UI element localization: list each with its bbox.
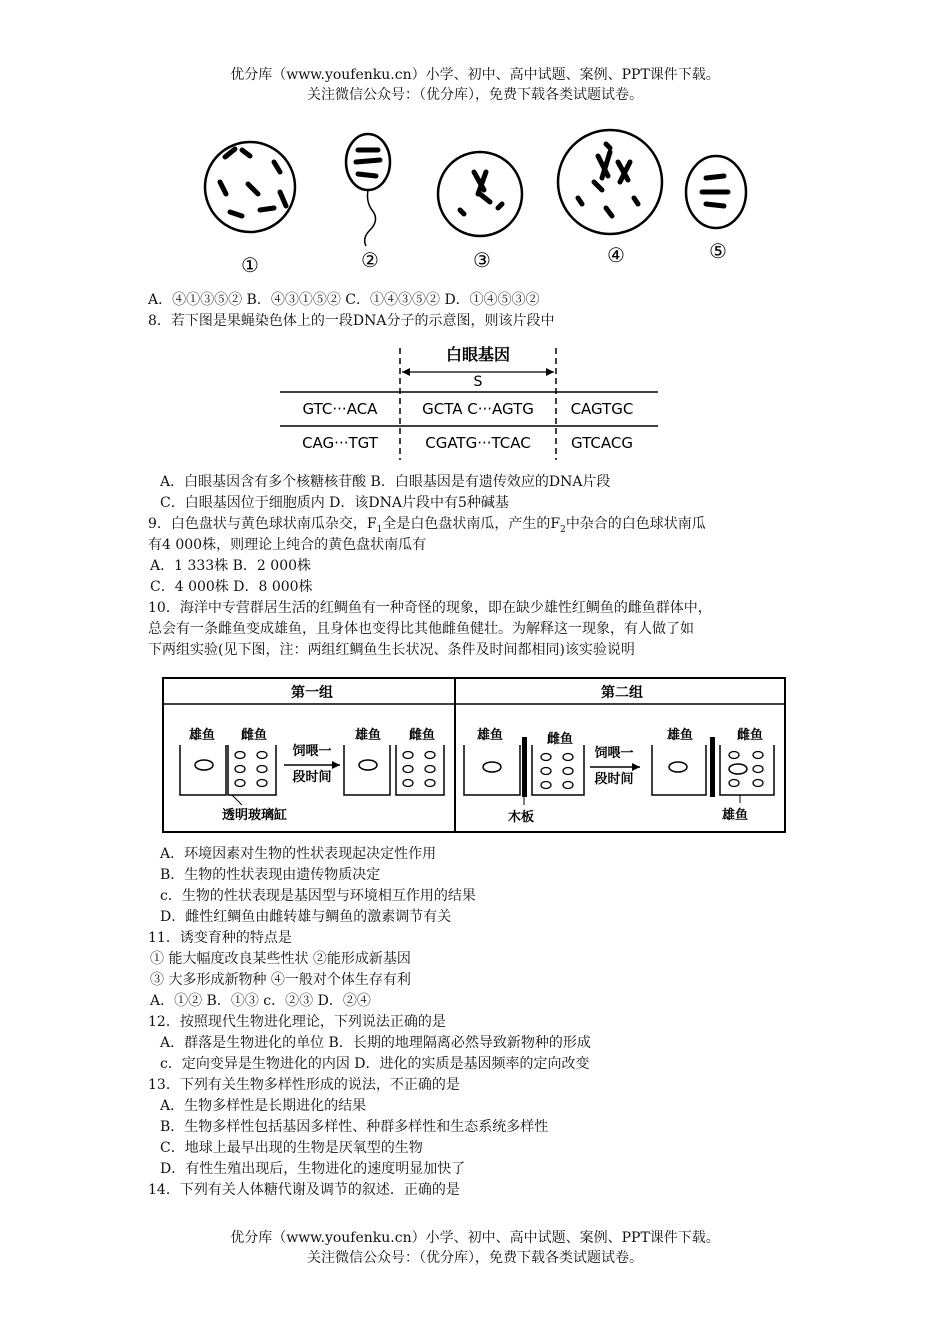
g2-feed-label-1: 饲喂一 <box>594 746 634 761</box>
q13-stem: 13．下列有关生物多样性形成的说法，不正确的是 <box>148 1077 460 1093</box>
footer-line-1: 优分库（www.youfenku.cn）小学、初中、高中试题、案例、PPT课件下载。 <box>230 1230 720 1246</box>
cell-label-4: ④ <box>607 243 625 267</box>
glass-tank-label: 透明玻璃缸 <box>222 808 288 823</box>
g1-female-label-after: 雌鱼 <box>408 728 436 743</box>
q11-options: A．①② B．①③ c．②③ D．②④ <box>150 993 371 1009</box>
q8-options-ab: A．白眼基因含有多个核糖核苷酸 B．白眼基因是有遗传效应的DNA片段 <box>160 474 611 490</box>
dna-top-left: GTC···ACA <box>302 400 378 418</box>
q9-options-ab: A．1 333株 B．2 000株 <box>150 558 312 574</box>
header-line-1: 优分库（www.youfenku.cn）小学、初中、高中试题、案例、PPT课件下载。 <box>230 67 720 83</box>
g2-feed-label-2: 段时间 <box>594 772 634 787</box>
q11-items-1: ① 能大幅度改良某些性状 ②能形成新基因 <box>150 951 411 967</box>
q10-option-c: c．生物的性状表现是基因型与环境相互作用的结果 <box>160 888 476 904</box>
cell-label-5: ⑤ <box>709 239 727 263</box>
q7-options: A．④①③⑤② B．④③①⑤② C．①④③⑤② D．①④⑤③② <box>148 292 540 308</box>
q10-stem-2: 总会有一条雌鱼变成雄鱼，且身体也变得比其他雌鱼健壮。为解释这一现象，有人做了如 <box>148 621 694 637</box>
g2-male-label-after: 雄鱼 <box>666 728 694 743</box>
dna-bottom-right: GTCACG <box>571 434 633 452</box>
header-line-2: 关注微信公众号：（优分库），免费下载各类试题试卷。 <box>307 87 643 103</box>
q12-options-cd: c．定向变异是生物进化的内因 D．进化的实质是基因频率的定向改变 <box>160 1056 590 1072</box>
q10-stem-1: 10．海洋中专营群居生活的红鲷鱼有一种奇怪的现象，即在缺少雄性红鲷鱼的雌鱼群体中， <box>148 600 712 616</box>
dna-top-right: CAGTGC <box>570 400 634 418</box>
q12-stem: 12．按照现代生物进化理论，下列说法正确的是 <box>148 1014 446 1030</box>
g1-feed-label-2: 段时间 <box>292 770 332 785</box>
cell-1 <box>205 142 295 232</box>
q11-stem: 11．诱变育种的特点是 <box>148 930 292 946</box>
cell-label-3: ③ <box>473 248 491 272</box>
q8-stem: 8．若下图是果蝇染色体上的一段DNA分子的示意图，则该片段中 <box>148 313 555 329</box>
g1-female-label: 雌鱼 <box>240 728 268 743</box>
cell-3 <box>438 152 522 236</box>
g2-male-result-label: 雄鱼 <box>722 808 749 823</box>
q10-option-b: B．生物的性状表现由遗传物质决定 <box>160 867 381 883</box>
dna-top-mid: GCTA C···AGTG <box>422 400 534 418</box>
q13-option-c: C．地球上最早出现的生物是厌氧型的生物 <box>160 1140 423 1156</box>
g1-male-label-after: 雄鱼 <box>354 728 382 743</box>
q10-option-a: A．环境因素对生物的性状表现起决定性作用 <box>160 846 437 862</box>
q9-stem: 9．白色盘状与黄色球状南瓜杂交，$F_1$全是白色盘状南瓜，产生的$F_2$中杂合的白色球状南瓜 <box>148 516 706 535</box>
q12-options-ab: A．群落是生物进化的单位 B．长期的地理隔离必然导致新物种的形成 <box>160 1035 591 1051</box>
dna-bottom-left: CAG···TGT <box>302 434 378 452</box>
cell-division-figure <box>190 122 760 282</box>
q9-stem-2: 有4 000株，则理论上纯合的黄色盘状南瓜有 <box>148 537 427 553</box>
s-label: S <box>473 374 483 390</box>
dna-bottom-mid: CGATG···TCAC <box>425 434 531 452</box>
q13-option-d: D．有性生殖出现后，生物进化的速度明显加快了 <box>160 1161 466 1177</box>
q13-option-b: B．生物多样性包括基因多样性、种群多样性和生态系统多样性 <box>160 1119 549 1135</box>
white-eye-gene-label: 白眼基因 <box>445 345 511 364</box>
cell-5 <box>686 156 746 228</box>
footer-line-2: 关注微信公众号：（优分库），免费下载各类试题试卷。 <box>307 1250 643 1266</box>
q11-items-2: ③ 大多形成新物种 ④一般对个体生存有利 <box>150 972 411 988</box>
dna-figure <box>280 340 660 465</box>
q9-options-cd: C．4 000株 D．8 000株 <box>150 579 313 595</box>
cell-label-2: ② <box>361 248 379 272</box>
q13-option-a: A．生物多样性是长期进化的结果 <box>160 1098 367 1114</box>
q14-stem: 14．下列有关人体糖代谢及调节的叙述．正确的是 <box>148 1182 460 1198</box>
q10-stem-3: 下两组实验(见下图，注：两组红鲷鱼生长状况、条件及时间都相同)该实验说明 <box>148 642 635 658</box>
g1-feed-label-1: 饲喂一 <box>292 744 332 759</box>
cell-2 <box>346 134 390 246</box>
g2-female-label: 雌鱼 <box>546 732 574 747</box>
board-label: 木板 <box>508 810 535 825</box>
g2-male-label: 雄鱼 <box>476 728 504 743</box>
group-2-label: 第二组 <box>601 685 643 701</box>
g1-male-label: 雄鱼 <box>188 728 216 743</box>
cell-4 <box>558 130 662 234</box>
group-1-label: 第一组 <box>291 685 333 701</box>
cell-label-1: ① <box>241 253 259 277</box>
g2-female-label-after: 雌鱼 <box>736 728 764 743</box>
fish-experiment-figure <box>162 677 788 837</box>
q8-options-cd: C．白眼基因位于细胞质内 D．该DNA片段中有5种碱基 <box>160 495 509 511</box>
q10-option-d: D．雌性红鲷鱼由雌转雄与鲷鱼的激素调节有关 <box>160 909 452 925</box>
